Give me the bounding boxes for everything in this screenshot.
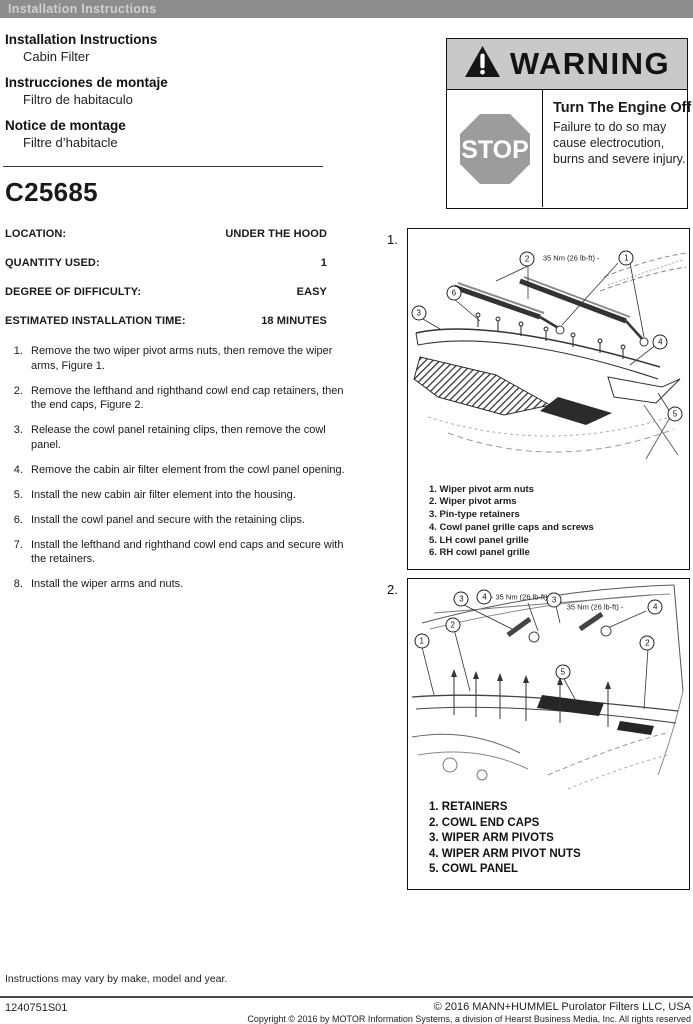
torque-spec-label: 35 Nm (26 lb-ft) - — [566, 602, 624, 612]
warning-title: WARNING — [509, 46, 671, 81]
top-bar-title: Installation Instructions — [8, 2, 157, 16]
step-item: 5. Install the new cabin air filter element into the housing. — [26, 488, 357, 503]
callout-2: 2 — [640, 635, 655, 650]
callout-2: 2 — [520, 251, 535, 266]
step-item: 8. Install the wiper arms and nuts. — [26, 577, 357, 592]
figure-2-diagram — [408, 579, 688, 797]
callout-1: 1 — [414, 633, 429, 648]
top-title-bar — [0, 0, 693, 18]
figure-legend — [429, 484, 594, 560]
warning-heading: Turn The Engine Off — [553, 100, 692, 116]
title-french: Notice de montage — [5, 118, 126, 133]
subtitle-english: Cabin Filter — [23, 49, 90, 64]
title-block-english — [5, 32, 360, 64]
warning-header — [447, 39, 687, 90]
callout-3: 3 — [454, 591, 469, 606]
legend-item: 3. Pin-type retainers — [429, 509, 520, 521]
legend-item: 2. Wiper pivot arms — [429, 496, 517, 508]
legend-item: 3. WIPER ARM PIVOTS — [429, 832, 554, 845]
figure-1-label: 1. — [387, 232, 398, 247]
figure-1 — [407, 228, 690, 570]
warning-box — [446, 38, 692, 209]
warning-message: Failure to do so may cause electrocution, burns and severe injury. — [553, 120, 686, 166]
steps-list — [5, 344, 357, 592]
spec-value: 18 MINUTES — [261, 315, 327, 327]
legend-item: 4. Cowl panel grille caps and screws — [429, 521, 594, 533]
figure-legend — [429, 800, 581, 878]
title-spanish: Instrucciones de montaje — [5, 75, 168, 90]
stop-sign-text: STOP — [460, 135, 529, 164]
callout-3: 3 — [411, 305, 426, 320]
specs-table — [5, 228, 327, 327]
copyright-line1: © 2016 MANN+HUMMEL Purolator Filters LLC, USA — [433, 1001, 691, 1013]
legend-item: 1. RETAINERS — [429, 800, 508, 813]
callout-4: 4 — [653, 335, 668, 350]
subtitle-french: Filtre d’habitacle — [23, 135, 118, 150]
spec-label: ESTIMATED INSTALLATION TIME: — [5, 315, 186, 327]
spec-value: 1 — [320, 257, 327, 269]
figure-2 — [407, 578, 690, 890]
left-column — [5, 32, 360, 602]
figure-2-label: 2. — [387, 582, 398, 597]
callout-5: 5 — [667, 406, 682, 421]
legend-item: 1. Wiper pivot arm nuts — [429, 483, 534, 495]
legend-item: 2. COWL END CAPS — [429, 816, 540, 829]
subtitle-spanish: Filtro de habitaculo — [23, 92, 133, 107]
spec-row — [5, 257, 327, 269]
torque-spec-label: - 35 Nm (26 lb-ft) — [490, 592, 548, 602]
part-number: C25685 — [5, 177, 98, 207]
spec-row — [5, 315, 327, 327]
step-item: 6. Install the cowl panel and secure with the retaining clips. — [26, 513, 357, 528]
spec-label: QUANTITY USED: — [5, 257, 100, 269]
document-number: 1240751S01 — [5, 1002, 68, 1014]
step-item: 4. Remove the cabin air filter element from the cowl panel opening. — [26, 463, 357, 478]
step-item: 2. Remove the lefthand and righthand cowl end cap retainers, then the end caps, Figure 2. — [26, 384, 357, 413]
footer-divider — [0, 996, 693, 998]
spec-value: EASY — [296, 286, 327, 298]
callout-2: 2 — [445, 617, 460, 632]
spec-row — [5, 228, 327, 240]
warning-text-cell — [543, 90, 693, 207]
warning-triangle-icon — [464, 45, 501, 83]
callout-1: 1 — [619, 250, 634, 265]
callout-4: 4 — [477, 589, 492, 604]
callout-4: 4 — [648, 599, 663, 614]
legend-item: 5. COWL PANEL — [429, 863, 519, 876]
step-item: 7. Install the lefthand and righthand cowl end caps and secure with the retainers. — [26, 538, 357, 567]
callout-3: 3 — [547, 592, 562, 607]
title-block-french — [5, 118, 360, 150]
title-english: Installation Instructions — [5, 32, 158, 47]
step-item: 3. Release the cowl panel retaining clips, then remove the cowl panel. — [26, 423, 357, 452]
legend-item: 4. WIPER ARM PIVOT NUTS — [429, 847, 581, 860]
step-item: 1. Remove the two wiper pivot arms nuts, then remove the wiper arms, Figure 1. — [26, 344, 357, 373]
figure-1-diagram — [408, 229, 688, 491]
torque-spec-label: 35 Nm (26 lb-ft) - — [542, 253, 600, 263]
copyright-line2: Copyright © 2016 by MOTOR Information Systems, a division of Hearst Business Media, Inc. All rights reserved — [247, 1014, 691, 1024]
title-block-spanish — [5, 75, 360, 107]
spec-row — [5, 286, 327, 298]
legend-item: 5. LH cowl panel grille — [429, 534, 529, 546]
legend-item: 6. RH cowl panel grille — [429, 547, 530, 559]
warning-body — [447, 90, 692, 207]
callout-5: 5 — [555, 665, 570, 680]
spec-label: DEGREE OF DIFFICULTY: — [5, 286, 142, 298]
spec-label: LOCATION: — [5, 228, 67, 240]
stop-sign-icon — [447, 90, 543, 207]
spec-value: UNDER THE HOOD — [225, 228, 327, 240]
divider-line — [3, 166, 323, 167]
callout-6: 6 — [446, 285, 461, 300]
copyright-block — [247, 1001, 691, 1024]
footer-note: Instructions may vary by make, model and year. — [5, 973, 228, 985]
